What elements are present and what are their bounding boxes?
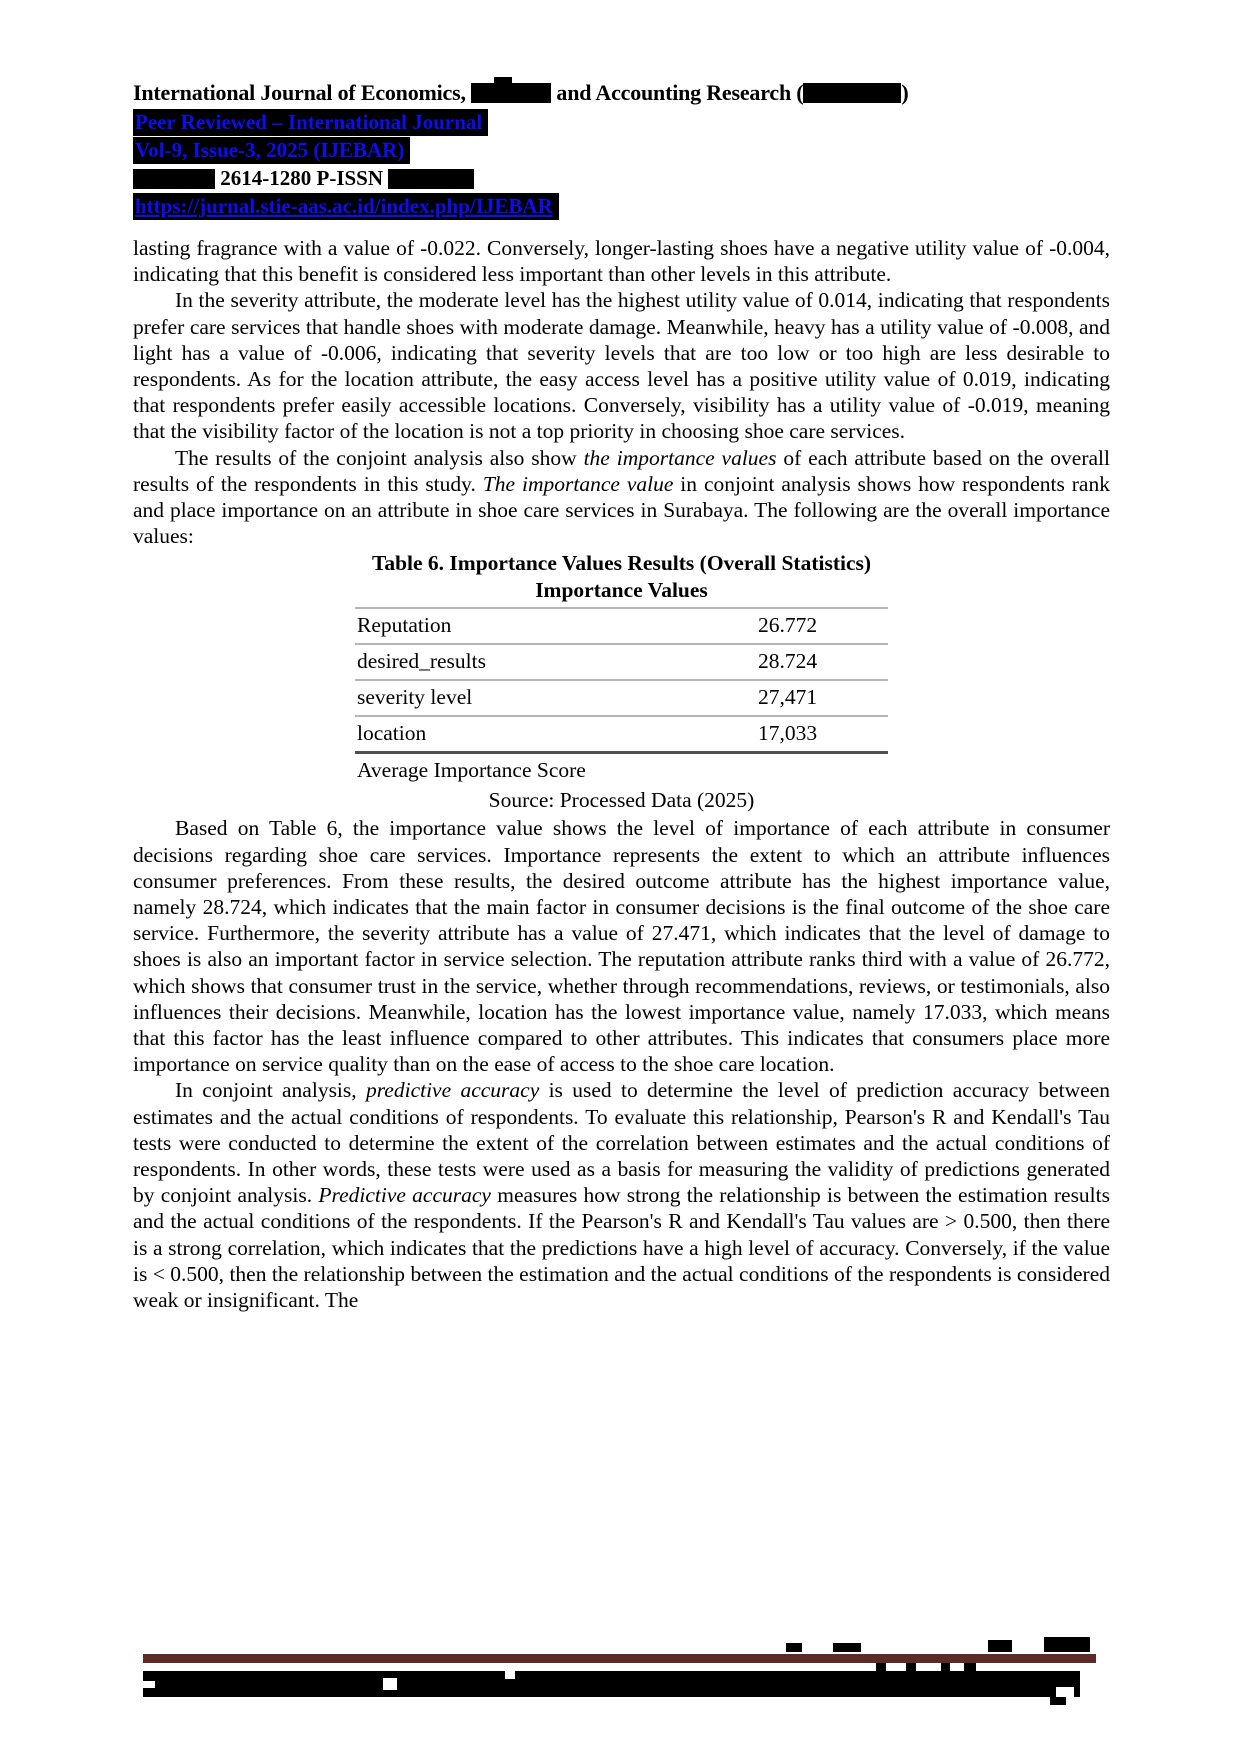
journal-url-line: [133, 192, 1110, 220]
redaction-gap: [383, 1678, 397, 1690]
table-cell-label: desired_results: [357, 649, 486, 674]
redaction-gap: [1056, 1687, 1074, 1697]
article-body: [133, 235, 1110, 1313]
journal-title-text-2: and Accounting Research (: [556, 80, 804, 105]
table-row: [355, 609, 888, 645]
table-cell-label: Reputation: [357, 613, 452, 638]
italic-term: predictive accuracy: [365, 1078, 540, 1103]
redaction-mark: [988, 1640, 1012, 1652]
text-segment: The results of the conjoint analysis also show: [175, 445, 584, 470]
table6-column-header: Importance Values: [535, 578, 708, 603]
redaction-box: [471, 83, 551, 103]
table6-caption: Table 6. Importance Values Results (Overall Statistics): [371, 551, 872, 576]
table-row: [355, 645, 888, 681]
redaction-gap: [505, 1671, 515, 1679]
redaction-box: [388, 169, 474, 189]
journal-title-line: [133, 78, 1110, 108]
italic-term: Predictive accuracy: [318, 1183, 491, 1208]
paragraph-utility-values: lasting fragrance with a value of -0.022. Conversely, longer-lasting shoes have a negative utility value of -0.004, indicating that this benefit is considered less important than other levels in this attribute.: [133, 236, 1110, 287]
text-segment: of each attribute based on the overall results of the respondents in this study.: [133, 445, 1110, 496]
redaction-mark: [833, 1643, 861, 1652]
table6: [355, 577, 888, 787]
redaction-mark: [906, 1663, 916, 1671]
text-segment: In conjoint analysis,: [175, 1078, 366, 1103]
table-cell-label: location: [357, 721, 427, 746]
table-cell-value: 17,033: [758, 721, 818, 746]
paragraph-table6-discussion: Based on Table 6, the importance value shows the level of importance of each attribute in consumer decisions regarding shoe care services. Importance represents the extent to which an attribute influences consumer preferences. From these results, the desired outcome attribute has the highest importance value, namely 28.724, which indicates that the main factor in consumer decisions is the final outcome of the shoe care service. Furthermore, the severity attribute has a value of 27.471, which indicates that the level of damage to shoes is also an important factor in service selection. The reputation attribute ranks third with a value of 26.772, which shows that consumer trust in the service, whether through recommendations, reviews, or testimonials, also influences their decisions. Meanwhile, location has the lowest importance value, namely 17.033, which means that this factor has the least influence compared to other attributes. This indicates that consumers place more importance on service quality than on the ease of access to the shoe care location.: [133, 816, 1110, 1077]
table-cell-value: 27,471: [758, 685, 818, 710]
paragraph-predictive-accuracy: [133, 1077, 1110, 1313]
issn-text: 2614-1280 P-ISSN: [220, 166, 384, 190]
table-cell-label: severity level: [357, 685, 473, 710]
redaction-mark: [786, 1643, 802, 1652]
redaction-mark: [1050, 1697, 1066, 1705]
journal-header: [133, 78, 1110, 220]
redaction-gap: [143, 1681, 155, 1688]
table-cell-value: 28.724: [758, 649, 818, 674]
redacted-footer-text: [143, 1671, 1080, 1697]
italic-term: the importance values: [583, 445, 777, 470]
table-cell-value: 26.772: [758, 613, 818, 638]
journal-url-link[interactable]: https://jurnal.stie-aas.ac.id/index.php/IJEBAR: [133, 193, 559, 220]
table-row: [355, 717, 888, 751]
redaction-box: [803, 83, 901, 103]
document-page: [133, 78, 1110, 1313]
volume-issue-text: Vol-9, Issue-3, 2025 (IJEBAR): [133, 137, 410, 164]
italic-term: The importance value: [482, 471, 674, 496]
text-segment: in conjoint analysis shows how respondents rank and place importance on an attribute in shoe care services in Surabaya. The following are the overall importance values:: [133, 471, 1110, 549]
peer-reviewed-text: Peer Reviewed – International Journal: [133, 109, 488, 136]
table6-source-note: Source: Processed Data (2025): [488, 788, 755, 813]
issn-line: [133, 164, 1110, 192]
redaction-mark: [964, 1663, 976, 1671]
volume-issue-line: [133, 136, 1110, 164]
table6-rows: [355, 607, 888, 754]
peer-reviewed-line: [133, 108, 1110, 136]
redaction-mark: [876, 1663, 886, 1671]
paragraph-severity-attribute: In the severity attribute, the moderate level has the highest utility value of 0.014, indicating that respondents prefer care services that handle shoes with moderate damage. Meanwhile, heavy has a utility value of -0.008, and light has a value of -0.006, indicating that severity levels that are too low or too high are less desirable to respondents. As for the location attribute, the easy access level has a positive utility value of 0.019, indicating that respondents prefer easily accessible locations. Conversely, visibility has a utility value of -0.019, meaning that the visibility factor of the location is not a top priority in choosing shoe care services.: [133, 288, 1110, 444]
text-segment: measures how strong the relationship is between the estimation results and the actual conditions of the respondents. If the Pearson's R and Kendall's Tau values are > 0.500, then there is a strong correlation, which indicates that the predictions have a high level of accuracy. Conversely, if the value is < 0.500, then the relationship between the estimation and the actual conditions of the respondents is considered weak or insignificant. The: [133, 1183, 1110, 1313]
footer-divider-bar: [143, 1654, 1096, 1663]
journal-title-text-1: International Journal of Economics,: [133, 80, 466, 105]
table6-footer-label: Average Importance Score: [357, 758, 586, 783]
journal-title-text-3: ): [901, 80, 909, 105]
text-segment: is used to determine the level of prediction accuracy between estimates and the actual conditions of respondents. To evaluate this relationship, Pearson's R and Kendall's Tau tests were conducted to determine the extent of the correlation between estimates and the actual conditions of respondents. In other words, these tests were used as a basis for measuring the validity of predictions generated by conjoint analysis.: [133, 1078, 1111, 1208]
paragraph-importance-intro: [133, 445, 1110, 550]
redaction-mark: [1044, 1637, 1090, 1652]
table-row: [355, 681, 888, 717]
redaction-mark: [941, 1663, 950, 1671]
redaction-box: [133, 169, 215, 189]
